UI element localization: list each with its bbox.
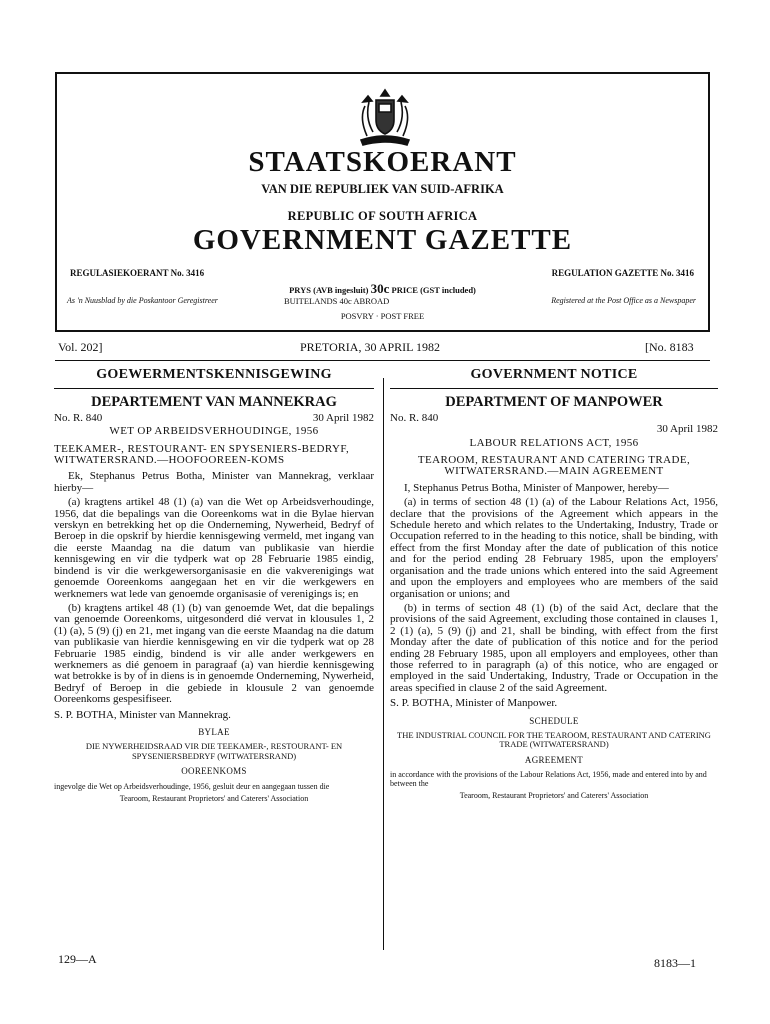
notice-heading: GOVERNMENT NOTICE xyxy=(470,367,638,382)
afrikaans-column xyxy=(54,369,374,803)
paragraph-a: (a) in terms of section 48 (1) (a) of the Labour Relations Act, 1956, declare that the provisions of the Agreement which appears in the Schedule hereto and which relates to the Undertaking, Industry, Trade or Occupation referred to in the heading to this notice, shall be binding, with effect from the first Monday after the date of publication of this notice and for the period ending 28 February 1985, upon the employers' organisation and the trade unions which entered into the said Agreement and upon the employers and employees who are members of the said organisation or unions; and xyxy=(390,496,718,600)
agreement-heading: OOREENKOMS xyxy=(181,766,247,777)
post-registration-af: As 'n Nuusblad by die Poskantoor Geregistreer xyxy=(67,296,218,305)
regulation-gazette-af: REGULASIEKOERANT No. 3416 xyxy=(70,268,205,278)
subtitle-afrikaans: VAN DIE REPUBLIEK VAN SUID-AFRIKA xyxy=(261,182,504,196)
title-afrikaans: STAATSKOERANT xyxy=(248,146,517,178)
paragraph-b: (b) in terms of section 48 (1) (b) of the said Act, declare that the provisions of the said Agreement, excluding those contained in clauses 1, 2 (1) (a), 5 (9) (j) and 21, shall be binding, with effect from the first Monday after the date of publication of this notice and for the period ending 28 February 1985, upon all employers and employees, other than those referred to in paragraph (a) of this notice, who are engaged or employed in the said Undertaking, Industry, Trade or Occupation in the areas specified in clause 2 of the said Agreement. xyxy=(390,601,718,694)
agreement-heading: AGREEMENT xyxy=(524,754,584,765)
masthead xyxy=(55,72,710,332)
association-name: Tearoom, Restaurant Proprietors' and Caterers' Association xyxy=(119,793,309,803)
place-date: PRETORIA, 30 APRIL 1982 xyxy=(300,340,441,354)
price-af: PRYS (AVB ingesluit) xyxy=(289,285,369,295)
issue-number: [No. 8183 xyxy=(645,340,694,354)
department-title: DEPARTEMENT VAN MANNEKRAG xyxy=(91,394,337,411)
price-en: PRICE (GST included) xyxy=(391,285,476,295)
signature: S. P. BOTHA, Minister of Manpower. xyxy=(390,697,558,710)
heading-rule xyxy=(390,388,718,389)
notice-title: TEEKAMER-, RESTOURANT- EN SPYSENIERS-BEDRYF, WITWATERSRAND.—HOOFOOREEN-KOMS xyxy=(54,442,350,467)
paragraph-b: (b) kragtens artikel 48 (1) (b) van genoemde Wet, dat die bepalings van genoemde Ooreenkoms, uitgesonderd dié vervat in klousules 1, 2 (1) (a), 5 (9) (j) en 21, met ingang van die eerste Maandag na die datum van publikasie van hierdie kennisgewing en vir die tydperk wat op 28 Februarie 1985 eindig, bindend is vir alle ander werkgewers en werknemers as dié genoem in paragraaf (a) van hierdie kennisgewing wat betrokke is by of in diens is in genoemde Onderneming, Nywerheid, Bedryf of Beroep in die gebiede in klousule 2 van genoemde Ooreenkoms gespesifiseer. xyxy=(54,601,374,706)
paragraph-a: (a) kragtens artikel 48 (1) (a) van die Wet op Arbeidsverhoudinge, 1956, dat die bepalings van die Ooreenkoms wat in die Bylae hiervan verskyn en betrekking het op die Onderneming, Nywerheid, Bedryf of Beroep in die opskrif by hierdie kennisgewing vermeld, met ingang van die eerste Maandag na die datum van publikasie van hierdie kennisgewing en vir die tydperk wat op 28 Februarie 1985 eindig, bindend is vir die werkgewersorganisasie en die vakverenigings wat genoemde Ooreenkoms aangegaan het en vir die werkgewers en werknemers wat lede van genoemde organisasie of verenigings is; en xyxy=(54,496,374,600)
department-title: DEPARTMENT OF MANPOWER xyxy=(445,394,663,411)
notice-number-line xyxy=(54,413,374,424)
issue-rule xyxy=(55,360,710,361)
notice-number: No. R. 840 xyxy=(54,411,103,424)
notice-number: No. R. 840 xyxy=(390,411,439,424)
title-english: GOVERNMENT GAZETTE xyxy=(192,224,573,256)
schedule-heading: SCHEDULE xyxy=(529,715,579,726)
notice-title: TEAROOM, RESTAURANT AND CATERING TRADE, WITWATERSRAND.—MAIN AGREEMENT xyxy=(417,454,691,478)
post-registration-en: Registered at the Post Office as a Newspaper xyxy=(551,296,696,305)
volume-number: Vol. 202] xyxy=(58,340,103,354)
notice-heading: GOEWERMENTSKENNISGEWING xyxy=(96,367,332,382)
agreement-text: in accordance with the provisions of the Labour Relations Act, 1956, made and entered into by and between the xyxy=(390,770,707,789)
english-column xyxy=(390,369,718,800)
schedule-heading: BYLAE xyxy=(198,726,230,737)
heading-rule xyxy=(54,388,374,389)
post-free: POSVRY · POST FREE xyxy=(340,311,425,321)
intro-paragraph: I, Stephanus Petrus Botha, Minister of Manpower, hereby— xyxy=(404,481,669,494)
council-name: DIE NYWERHEIDSRAAD VIR DIE TEEKAMER-, RESTOURANT- EN SPYSENIERSBEDRYF (WITWATERSRAND) xyxy=(85,741,343,761)
page-code-right: 8183—1 xyxy=(654,956,696,970)
price-line xyxy=(57,281,708,297)
association-name: Tearoom, Restaurant Proprietors' and Caterers' Association xyxy=(459,791,649,801)
abroad-price: BUITELANDS 40c ABROAD xyxy=(284,296,390,306)
intro-paragraph: Ek, Stephanus Petrus Botha, Minister van Mannekrag, verklaar hierby— xyxy=(54,470,374,494)
coat-of-arms-icon xyxy=(355,86,415,148)
regulation-gazette-en: REGULATION GAZETTE No. 3416 xyxy=(551,268,694,278)
notice-date: 30 April 1982 xyxy=(656,423,718,436)
column-divider xyxy=(383,378,384,950)
page-code-left: 129—A xyxy=(58,952,97,966)
agreement-text: ingevolge die Wet op Arbeidsverhoudinge, 1956, gesluit deur en aangegaan tussen die xyxy=(54,781,330,791)
notice-date-line xyxy=(390,424,718,435)
act-title: WET OP ARBEIDSVERHOUDINGE, 1956 xyxy=(109,425,319,438)
notice-date: 30 April 1982 xyxy=(312,411,374,424)
council-name: THE INDUSTRIAL COUNCIL FOR THE TEAROOM, RESTAURANT AND CATERING TRADE (WITWATERSRAND) xyxy=(397,729,711,750)
signature: S. P. BOTHA, Minister van Mannekrag. xyxy=(54,708,231,721)
subtitle-english: REPUBLIC OF SOUTH AFRICA xyxy=(287,209,478,223)
act-title: LABOUR RELATIONS ACT, 1956 xyxy=(469,436,639,449)
price-cents: 30c xyxy=(370,281,390,296)
